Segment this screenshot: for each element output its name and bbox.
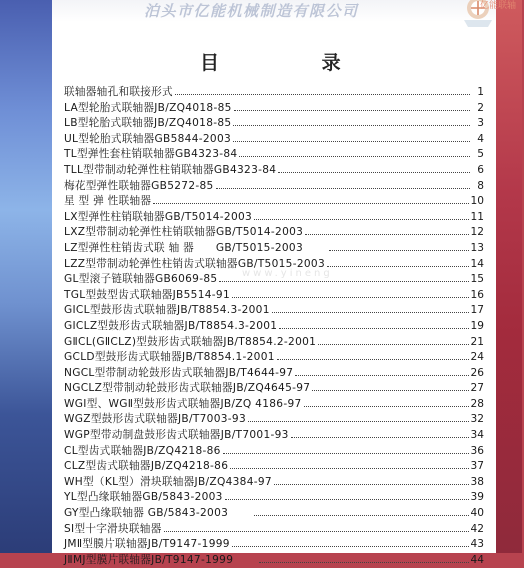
- toc-row[interactable]: [64, 116, 484, 132]
- toc-page-number: 8: [477, 179, 484, 192]
- toc-dot-leader: [274, 484, 469, 485]
- toc-entry-title: LX型弹性柱销联轴器GB/T5014-2003: [64, 210, 253, 223]
- toc-dot-leader: [248, 421, 469, 422]
- toc-dot-leader: [225, 499, 469, 500]
- toc-entry-title: CL型齿式联轴器JB/ZQ4218-86: [64, 444, 221, 457]
- company-name: 泊头市亿能机械制造有限公司: [144, 2, 359, 20]
- toc-row[interactable]: [64, 537, 484, 553]
- toc-entry-title: 联轴器轴孔和联接形式: [64, 86, 173, 98]
- toc-entry-title: NGCLZ型带制动轮鼓形齿式联轴器JB/ZQ4645-97: [64, 382, 311, 395]
- toc-row[interactable]: [64, 381, 484, 397]
- toc-page-number: 6: [477, 163, 484, 176]
- toc-dot-leader: [259, 562, 468, 563]
- toc-page-number: 40: [470, 507, 484, 520]
- watermark: www.yineng: [242, 268, 333, 279]
- toc-dot-leader: [233, 125, 470, 126]
- toc-row[interactable]: [64, 366, 484, 382]
- toc-page-number: 10: [470, 195, 484, 208]
- toc-page-number: 43: [470, 538, 484, 551]
- toc-dot-leader: [277, 359, 469, 360]
- toc-dot-leader: [219, 281, 468, 282]
- toc-row[interactable]: [64, 303, 484, 319]
- toc-page-number: 11: [470, 210, 484, 223]
- toc-page-number: 15: [470, 273, 484, 286]
- toc-dot-leader: [295, 375, 468, 376]
- toc-entry-title: GY型凸缘联轴器 GB/5843-2003: [64, 507, 229, 520]
- toc-row[interactable]: [64, 257, 484, 273]
- toc-entry-title: UL型轮胎式联轴器GB5844-2003: [64, 132, 232, 145]
- toc-entry-title: NGCL型带制动轮鼓形齿式联轴器JB/T4644-97: [64, 366, 294, 379]
- toc-row[interactable]: [64, 522, 484, 538]
- toc-dot-leader: [312, 390, 468, 391]
- toc-dot-leader: [234, 110, 470, 111]
- toc-row[interactable]: [64, 163, 484, 179]
- toc-row[interactable]: [64, 288, 484, 304]
- toc-page-number: 21: [470, 335, 484, 348]
- left-background: [0, 0, 52, 553]
- toc-entry-title: WGP型带动制盘鼓形齿式联轴器JB/T7001-93: [64, 429, 289, 442]
- toc-entry-title: GL型滚子链联轴器GB6069-85: [64, 273, 218, 286]
- toc-dot-leader: [233, 141, 470, 142]
- toc-entry-title: JMⅡ型膜片联轴器JB/T9147-1999: [64, 538, 230, 551]
- toc-entry-title: 梅花型弹性联轴器GB5272-85: [64, 179, 214, 192]
- toc-entry-title: TGL型鼓型齿式联轴器JB5514-91: [64, 288, 230, 301]
- toc-dot-leader: [254, 219, 468, 220]
- toc-page-number: 26: [470, 366, 484, 379]
- toc-page-number: 34: [470, 429, 484, 442]
- toc-row[interactable]: [64, 459, 484, 475]
- toc-dot-leader: [329, 250, 469, 251]
- toc-page-number: 28: [470, 397, 484, 410]
- toc-row[interactable]: [64, 412, 484, 428]
- toc-page-number: 17: [470, 304, 484, 317]
- toc-dot-leader: [153, 203, 468, 204]
- page-title: 目 录: [200, 52, 389, 74]
- toc-row[interactable]: [64, 225, 484, 241]
- toc-entry-title: YL型凸缘联轴器GB/5843-2003: [64, 491, 223, 504]
- toc-dot-leader: [232, 546, 469, 547]
- toc-entry-title: GⅠCLZ型鼓形齿式联轴器JB/T8854.3-2001: [64, 319, 278, 332]
- toc-entry-title: JⅡMJ型膜片联轴器JB/T9147-1999: [64, 553, 234, 566]
- toc-row[interactable]: [64, 85, 484, 101]
- toc-row[interactable]: [64, 428, 484, 444]
- toc-entry-title: 星 型 弹 性联轴器: [64, 195, 152, 208]
- toc-row[interactable]: [64, 101, 484, 117]
- toc-page-number: 13: [470, 241, 484, 254]
- toc-dot-leader: [305, 234, 468, 235]
- document-page[interactable]: [52, 0, 517, 566]
- toc-page-number: 2: [477, 101, 484, 114]
- toc-dot-leader: [239, 156, 470, 157]
- toc-entry-title: WGZ型鼓形齿式联轴器JB/T7003-93: [64, 413, 246, 426]
- toc-dot-leader: [304, 406, 469, 407]
- toc-dot-leader: [232, 297, 469, 298]
- toc-row[interactable]: [64, 350, 484, 366]
- toc-page-number: 37: [470, 460, 484, 473]
- toc-entry-title: WH型（KL型）滑块联轴器JB/ZQ4384-97: [64, 475, 272, 488]
- logo-label: 亿能联轴: [480, 1, 517, 11]
- toc-row[interactable]: [64, 272, 484, 288]
- toc-dot-leader: [272, 312, 469, 313]
- toc-dot-leader: [175, 94, 470, 95]
- toc-row[interactable]: [64, 179, 484, 195]
- toc-entry-title: LZZ型带制动轮弹性柱销齿式联轴器GB/T5015-2003: [64, 257, 325, 270]
- toc-page-number: 38: [470, 475, 484, 488]
- toc-page-number: 12: [470, 226, 484, 239]
- toc-entry-title: LZ型弹性柱销齿式联 轴 器 GB/T5015-2003: [64, 241, 303, 254]
- toc-dot-leader: [291, 437, 469, 438]
- toc-dot-leader: [278, 172, 470, 173]
- toc-row[interactable]: [64, 506, 484, 522]
- toc-entry-title: SI型十字滑块联轴器: [64, 522, 162, 535]
- right-background: [496, 0, 522, 553]
- toc-page-number: 14: [470, 257, 484, 270]
- toc-row[interactable]: [64, 490, 484, 506]
- toc-page-number: 32: [470, 413, 484, 426]
- toc-page-number: 1: [477, 86, 484, 98]
- toc-entry-title: GⅡCL(GⅡCLZ)型鼓形齿式联轴器JB/T8854.2-2001: [64, 335, 317, 348]
- toc-page-number: 5: [477, 148, 484, 161]
- toc-row[interactable]: [64, 553, 484, 568]
- toc-page-number: 42: [470, 522, 484, 535]
- toc-entry-title: LXZ型带制动轮弹性柱销联轴器GB/T5014-2003: [64, 226, 304, 239]
- toc-dot-leader: [254, 515, 468, 516]
- toc-row[interactable]: [64, 194, 484, 210]
- toc-entry-title: LA型轮胎式联轴器JB/ZQ4018-85: [64, 101, 232, 114]
- toc-row[interactable]: [64, 444, 484, 460]
- toc-page-number: 3: [477, 117, 484, 130]
- toc-entry-title: TLL型带制动轮弹性柱销联轴器GB4323-84: [64, 163, 277, 176]
- toc-row[interactable]: [64, 475, 484, 491]
- toc-page-number: 27: [470, 382, 484, 395]
- toc-row[interactable]: [64, 335, 484, 351]
- toc-entry-title: GⅠCL型鼓形齿式联轴器JB/T8854.3-2001: [64, 304, 270, 317]
- toc-dot-leader: [223, 453, 469, 454]
- toc-entry-title: GCLD型鼓形齿式联轴器JB/T8854.1-2001: [64, 351, 275, 364]
- toc-dot-leader: [230, 468, 468, 469]
- toc-row[interactable]: [64, 147, 484, 163]
- toc-row[interactable]: [64, 210, 484, 226]
- toc-entry-title: CLZ型齿式联轴器JB/ZQ4218-86: [64, 460, 229, 473]
- toc-entry-title: TL型弹性套柱销联轴器GB4323-84: [64, 148, 238, 161]
- toc-entry-title: WGⅠ型、WGⅡ型鼓形齿式联轴器JB/ZQ 4186-97: [64, 397, 302, 410]
- toc-page-number: 36: [470, 444, 484, 457]
- toc-page-number: 19: [470, 319, 484, 332]
- toc-entry-title: LB型轮胎式联轴器JB/ZQ4018-85: [64, 117, 232, 130]
- toc-dot-leader: [279, 328, 468, 329]
- toc-page-number: 16: [470, 288, 484, 301]
- toc-row[interactable]: [64, 241, 484, 257]
- toc-dot-leader: [164, 531, 469, 532]
- toc-dot-leader: [216, 188, 470, 189]
- toc-row[interactable]: [64, 397, 484, 413]
- toc-dot-leader: [327, 266, 469, 267]
- table-of-contents: [64, 85, 484, 568]
- toc-page-number: 39: [470, 491, 484, 504]
- toc-page-number: 4: [477, 132, 484, 145]
- toc-page-number: 44: [470, 553, 484, 566]
- toc-row[interactable]: [64, 132, 484, 148]
- toc-page-number: 24: [470, 351, 484, 364]
- toc-dot-leader: [318, 344, 468, 345]
- toc-row[interactable]: [64, 319, 484, 335]
